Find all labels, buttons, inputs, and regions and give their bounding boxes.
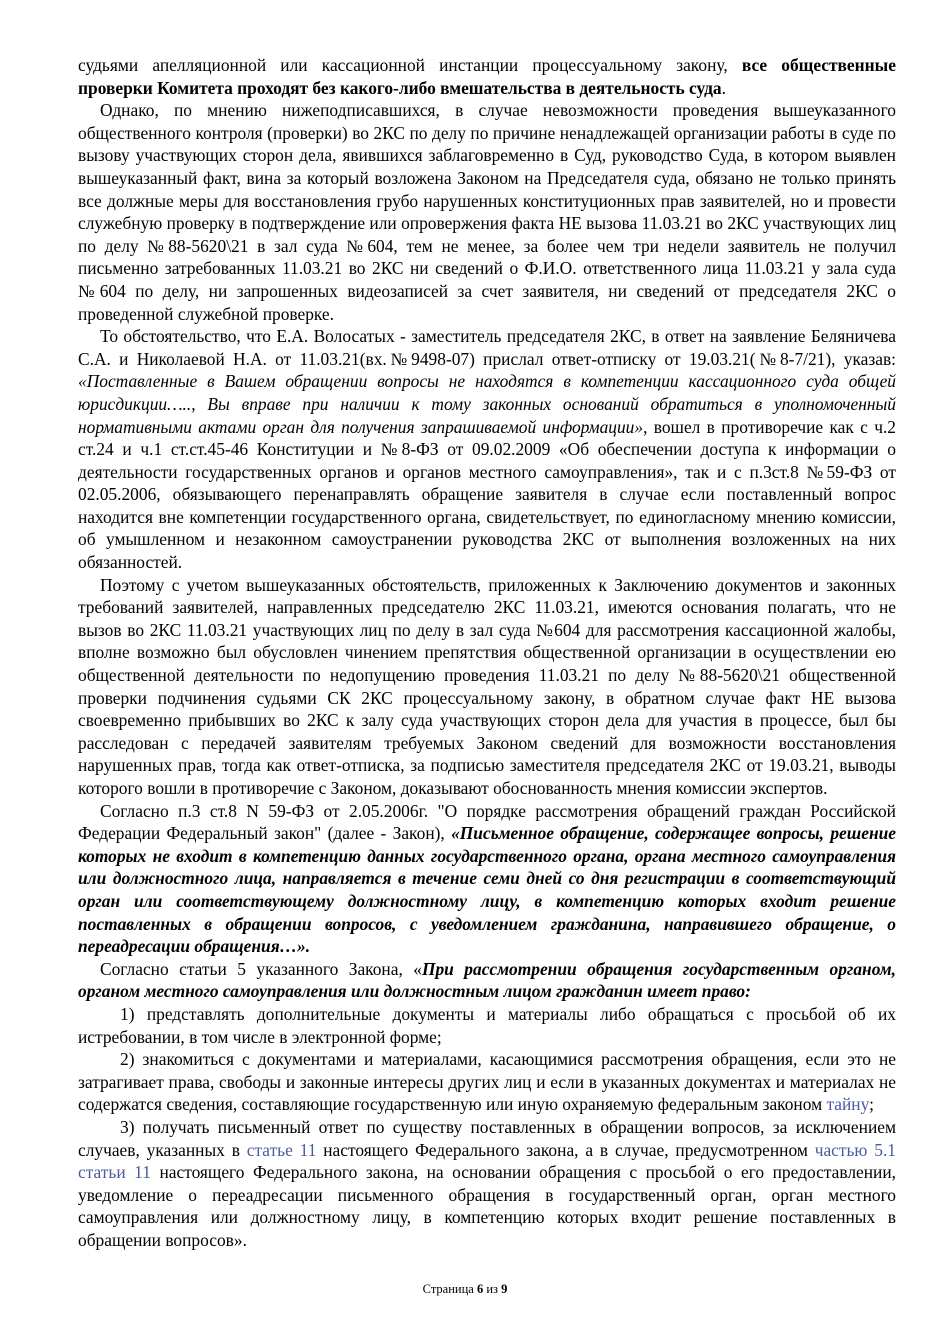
paragraph-5-quote: «Письменное обращение, содержащее вопросы, решение которых не входит в компетенцию данных государственного органа, органа местного самоуправления или должностного лица, направляется в течение семи дней со дня регистрации в соответствующий орган или соответствующему должностному лицу, в компетенцию которых входит решение поставленных в обращении вопросов, с уведомлением гражданина, направившего обращение, о переадресации обращения…».	[78, 823, 897, 957]
paragraph-3-text: То обстоятельство, что Е.А. Волосатых - заместитель председателя 2КС, в ответ на заявление Беляничева С.А. и Николаевой Н.А. от 11.03.21(вх.№9498-07) прислал ответ-отписку от 19.03.21(№8-7/21), указав:	[78, 326, 896, 369]
page-current: 6	[476, 1282, 484, 1296]
paragraph-1	[78, 54, 896, 99]
paragraph-6-quote: При рассмотрении обращения государственным органом, органом местного самоуправления или должностным лицом гражданин имеет право:	[78, 958, 896, 1002]
list-item-3-middle: настоящего Федерального закона, а в случае, предусмотренном	[316, 1139, 815, 1160]
page-label: Страница	[422, 1282, 474, 1296]
paragraph-1-text: судьями апелляционной или кассационной инстанции процессуальному закону,	[78, 55, 742, 75]
paragraph-6-text: Согласно статьи 5 указанного Закона, «	[100, 958, 422, 979]
list-item-2	[78, 1048, 896, 1116]
paragraph-5-text: Согласно п.3 ст.8 N 59-ФЗ от 2.05.2006г. "О порядке рассмотрения обращений граждан Российской Федерации Федеральный закон" (далее - Закон),	[78, 800, 896, 844]
page-footer	[0, 1282, 930, 1297]
page-separator: из	[486, 1282, 498, 1296]
page-total: 9	[501, 1282, 508, 1296]
paragraph-6	[78, 958, 896, 1003]
paragraph-1-end: .	[721, 77, 726, 98]
list-item-3	[78, 1116, 896, 1252]
list-item-3-text: 3) получать письменный ответ по существу поставленных в обращении вопросов, за исключением случаев, указанных в	[78, 1116, 896, 1160]
paragraph-1-bold: все общественные проверки Комитета проходят без какого-либо вмешательства в деятельность суда	[78, 55, 896, 98]
list-item-3-end: настоящего Федерального закона, на основании обращения с просьбой о его предоставлении, уведомление о переадресации письменного обращения в государственный орган, орган местного самоуправления или должностному лицу, в компетенцию которых входит решение поставленных в обращении вопросов».	[78, 1162, 896, 1250]
paragraph-3	[78, 325, 896, 574]
paragraph-5	[78, 800, 896, 958]
list-item-1: 1) представлять дополнительные документы и материалы либо обращаться с просьбой об их истребовании, в том числе в электронной форме;	[78, 1003, 896, 1047]
document-body	[78, 54, 896, 1251]
paragraph-3-continuation: , вошел в противоречие как с ч.2 ст.24 и ч.1 ст.ст.45-46 Конституции и №8-ФЗ от 09.02.2009 «Об обеспечении доступа к информации о деятельности государственных органов и органов местного самоуправления», так и с п.3ст.8 №59-ФЗ от 02.05.2006, обязывающего перенаправлять обращение заявителя в случае если поставленный вопрос находится вне компетенции государственного органа, свидетельствует, по единогласному мнению комиссии, об умышленном и незаконном самоустранении руководства 2КС от выполнения возложенных на них обязанностей.	[78, 416, 897, 573]
paragraph-3-quote: «Поставленные в Вашем обращении вопросы не находятся в компетенции кассационного суда общей юрисдикции….., Вы вправе при наличии к тому законных оснований обратиться в уполномоченный нормативными актами орган для получения запрашиваемой информации»	[78, 371, 896, 437]
link-part-5-1-article-11[interactable]: частью 5.1 статьи 11	[78, 1139, 896, 1183]
paragraph-2: Однако, по мнению нижеподписавшихся, в случае невозможности проведения вышеуказанного общественного контроля (проверки) во 2КС по делу по причине ненадлежащей организации работы в суде по вызову участвующих сторон дела, явившихся заблаговременно в Суд, руководство Суда, в котором выявлен вышеуказанный факт, вина за который возложена Законом на Председателя суда, обязано не только принять все должные меры для восстановления грубо нарушенных конституционных прав заявителей, но и провести служебную проверку в подтверждение или опровержения факта НЕ вызова 11.03.21 во 2КС участвующих лиц по делу №88-5620\21 в зал суда №604, тем не менее, за более чем три недели заявитель не получил письменно затребованных 11.03.21 во 2КС ни сведений о Ф.И.О. ответственного лица 11.03.21 у зала суда №604 по делу, ни запрошенных видеозаписей за счет заявителя, ни сведений от председателя 2КС о проведенной служебной проверке.	[78, 100, 896, 324]
link-secret[interactable]: тайну	[826, 1094, 870, 1115]
list-item-2-text: 2) знакомиться с документами и материалами, касающимися рассмотрения обращения, если это не затрагивает права, свободы и законные интересы других лиц и если в указанных документах и материалах не содержатся сведения, составляющие государственную или иную охраняемую федеральным законом	[78, 1049, 896, 1115]
list-item-2-end: ;	[869, 1094, 874, 1115]
link-article-11[interactable]: статье 11	[246, 1139, 317, 1160]
paragraph-4: Поэтому с учетом вышеуказанных обстоятельств, приложенных к Заключению документов и законных требований заявителей, направленных председателю 2КС 11.03.21, имеются основания полагать, что не вызов во 2КС 11.03.21 участвующих лиц по делу в зал суда №604 для рассмотрения кассационной жалобы, вполне возможно был обусловлен чинением препятствия общественной организации в осуществлении ею общественной деятельности по недопущению проведения 11.03.21 по делу №88-5620\21 общественной проверки подчинения судьями СК 2КС процессуальному закону, в обратном случае факт НЕ вызова своевременно прибывших во 2КС к залу суда участвующих сторон дела для участия в процессе, был бы расследован с передачей заявителям требуемых Законом сведений для возможности восстановления нарушенных прав, тогда как ответ-отписка, за подписью заместителя председателя 2КС от 19.03.21, выводы которого вошли в противоречие с Законом, доказывают обоснованность мнения комиссии экспертов.	[78, 574, 896, 798]
